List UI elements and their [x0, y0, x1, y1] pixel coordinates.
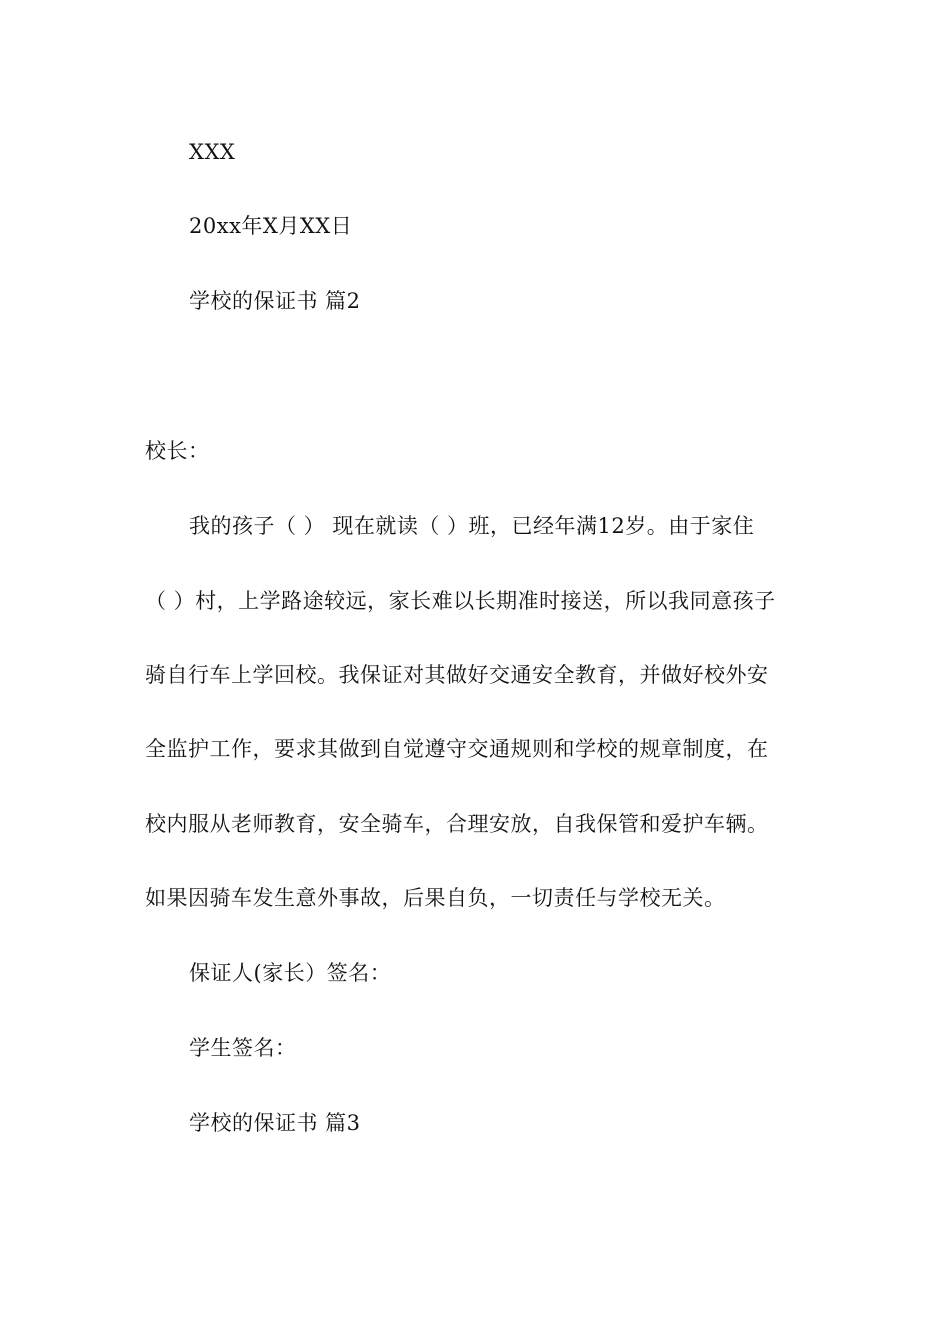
- guarantor-signature-label: 保证人(家长）签名：: [189, 961, 392, 985]
- signature-name: XXX: [189, 140, 236, 164]
- body-line-4: 全监护工作，要求其做到自觉遵守交通规则和学校的规章制度，在: [145, 737, 769, 761]
- student-signature-label: 学生签名：: [189, 1036, 297, 1060]
- section-heading-2: 学校的保证书 篇2: [189, 289, 361, 313]
- body-line-5: 校内服从老师教育，安全骑车，合理安放，自我保管和爱护车辆。: [145, 812, 769, 836]
- salutation: 校长：: [145, 439, 210, 463]
- signature-date: 20xx年X月XX日: [189, 214, 353, 238]
- section-heading-3: 学校的保证书 篇3: [189, 1111, 361, 1135]
- body-line-3: 骑自行车上学回校。我保证对其做好交通安全教育，并做好校外安: [145, 663, 769, 687]
- body-line-2: （ ）村，上学路途较远，家长难以长期准时接送，所以我同意孩子: [145, 589, 776, 613]
- body-line-1: 我的孩子（ ） 现在就读（ ）班，已经年满12岁。由于家住: [189, 514, 755, 538]
- body-line-6: 如果因骑车发生意外事故，后果自负，一切责任与学校无关。: [145, 886, 726, 910]
